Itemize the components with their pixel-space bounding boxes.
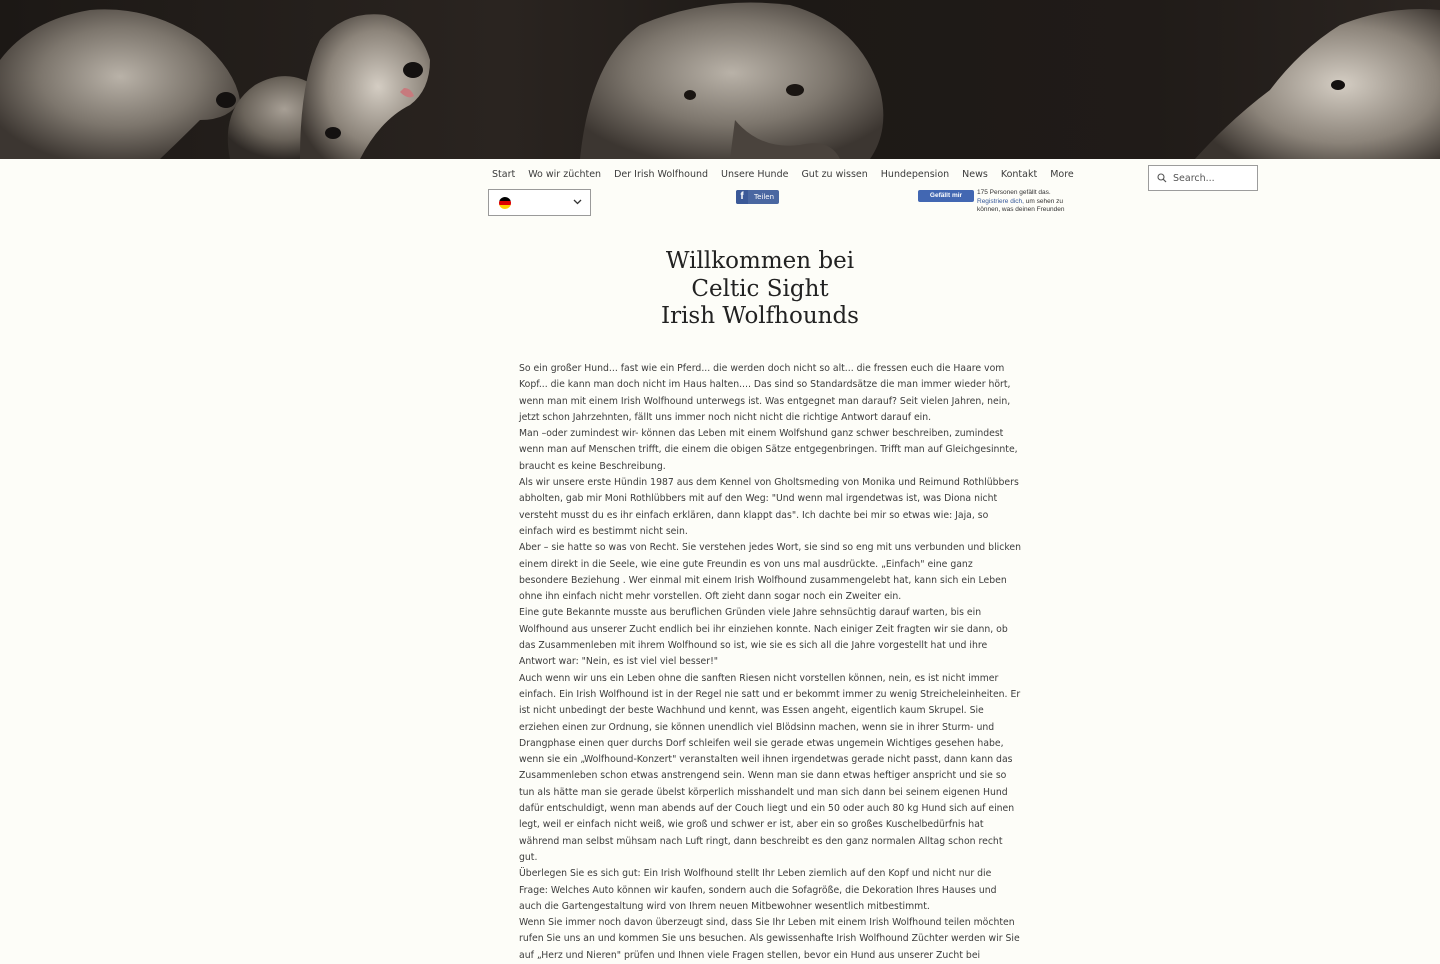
- share-label: Teilen: [754, 193, 775, 201]
- nav-item-start[interactable]: Start: [492, 169, 516, 180]
- paragraph: Als wir unsere erste Hündin 1987 aus dem Kennel von Gholtsmeding von Monika und Reimund Rothlübbers abholten, gab mir Moni Rothlübbers mit auf den Weg: "Und wenn mal irgendetwas ist, was Diona nicht versteht musst du es ihr einfach erklären, dann klappt das". Ich dachte bei mir so etwas wie: Jaja, so einfach wird es bestimmt nicht sein.: [519, 477, 1019, 537]
- title-line-2: Celtic Sight: [691, 275, 829, 302]
- paragraph: Eine gute Bekannte musste aus beruflichen Gründen viele Jahre sehnsüchtig darauf warten, bis ein Wolfhound aus unserer Zucht endlich bei ihr einziehen konnte. Nach einiger Zeit fragten wir sie dann, ob das Zusammenleben mit ihrem Wolfhound so ist, wie sie es sich all die Jahre vorgestellt hat und ihre Antwort war: "Nein, es ist viel viel besser!": [519, 607, 1008, 668]
- nav-item-news[interactable]: News: [962, 169, 988, 180]
- germany-flag-icon: [499, 197, 511, 209]
- title-line-1: Willkommen bei: [665, 248, 855, 274]
- paragraph: Überlegen Sie es sich gut: Ein Irish Wolfhound stellt Ihr Leben ziemlich auf den Kopf und nicht nur die Frage: Welches Auto können wir kaufen, sondern auch die Sofagröße, die Dekoration Ihres Hauses und auch die Gartengestaltung wird von Ihrem neuen Mitbewohner wesentlich mitbestimmt.: [519, 868, 997, 912]
- search-icon: [1157, 173, 1167, 183]
- facebook-like-button[interactable]: [918, 190, 974, 202]
- like-label: Gefällt mir: [929, 192, 963, 199]
- nav-item-gut-zu-wissen[interactable]: Gut zu wissen: [801, 169, 868, 180]
- paragraph: Wenn Sie immer noch davon überzeugt sind, dass Sie Ihr Leben mit einem Irish Wolfhound teilen möchten rufen Sie uns an und kommen Sie uns besuchen. Als gewissenhafte Irish Wolfhound Züchter werden wir Sie auf „Herz und Nieren" prüfen und Ihnen viele Fragen stellen, bevor ein Hund aus unserer Zucht bei: [519, 917, 1020, 961]
- paragraph: Man –oder zumindest wir- können das Leben mit einem Wolfshund ganz schwer beschreiben, zumindest wenn man auf Menschen trifft, die einem die obigen Sätze entgegenbringen. Trifft man auf Gleichgesinnte, braucht es keine Beschreibung.: [519, 428, 1018, 472]
- chevron-down-icon: [573, 199, 582, 205]
- nav-item-hundepension[interactable]: Hundepension: [880, 169, 950, 180]
- paragraph: So ein großer Hund... fast wie ein Pferd... die werden doch nicht so alt... die fressen euch die Haare vom Kopf... die kann man doch nicht im Haus halten.... Das sind so Standardsätze die man immer wieder hört, wenn man mit einem Irish Wolfhound unterwegs ist. Was entgegnet man darauf? Seit vielen Jahren, nein, jetzt schon Jahrzehnten, fällt uns immer noch nicht nicht die richtige Antwort darauf ein.: [519, 363, 1011, 423]
- search-box[interactable]: [1148, 165, 1258, 191]
- register-link[interactable]: Registriere dich,: [977, 197, 1024, 205]
- language-selector[interactable]: [488, 189, 591, 216]
- search-input[interactable]: [1173, 173, 1253, 184]
- header-banner: [0, 0, 1440, 159]
- wolfhound-banner-image: [0, 0, 1440, 159]
- facebook-icon: f: [736, 190, 748, 204]
- paragraph: Aber – sie hatte so was von Recht. Sie verstehen jedes Wort, sie sind so eng mit uns verbunden und blicken einem direkt in die Seele, wie eine gute Freundin es von uns mal ausdrückte. „Einfach" eine ganz besondere Beziehung . Wer einmal mit einem Irish Wolfhound zusammengelebt hat, kann sich ein Leben ohne ihn einfach nicht mehr vorstellen. Oft zieht dann sogar noch ein Zweiter ein.: [519, 542, 1022, 603]
- page-title: [560, 248, 960, 331]
- paragraph: Auch wenn wir uns ein Leben ohne die sanften Riesen nicht vorstellen können, nein, es ist nicht immer einfach. Ein Irish Wolfhound ist in der Regel nie satt und er bekommt immer zu wenig Streicheleinheiten. Er ist nicht unbedingt der beste Wachhund und kennt, was Essen angeht, eigentlich kaum Skrupel. Sie erziehen einen zur Ordnung, sie können unendlich viel Blödsinn machen, wenn sie in ihrer Sturm- und Drangphase einen quer durchs Dorf schleifen weil sie gerade etwas ungemein Wichtiges gesehen habe, wenn sie ein „Wolfhound-Konzert" veranstalten weil ihnen irgendetwas gerade nicht passt, dann kann das Zusammenleben schon etwas anstrengend sein. Wenn man sie dann etwas heftiger anspricht und sie so tun als hätte man sie gerade übelst körperlich misshandelt und man sich dann bei seinem eigenen Hund dafür entschuldigt, wenn man abends auf der Couch liegt und ein 50 oder auch 80 kg Hund sich auf einen legt, weil er einfach nicht weiß, wie groß und schwer er ist, aber ein so großes Kuschelbedürfnis hat während man selbst mühsam nach Luft ringt, dann beschreibt es den ganz normalen Alltag schon recht gut.: [519, 672, 1021, 863]
- nav-item-kontakt[interactable]: Kontakt: [1000, 169, 1038, 180]
- facebook-share-button[interactable]: [736, 190, 779, 204]
- title-line-3: Irish Wolfhounds: [661, 303, 859, 329]
- like-rest-text: um sehen zu können, was deinen Freunden: [977, 197, 1065, 213]
- like-count-text: 175 Personen gefällt das.: [977, 189, 1051, 196]
- intro-text: [519, 361, 1021, 964]
- nav-item-more[interactable]: More: [1050, 169, 1074, 180]
- nav-item-der-irish-wolfhound[interactable]: Der Irish Wolfhound: [614, 169, 709, 180]
- nav-item-unsere-hunde[interactable]: Unsere Hunde: [721, 169, 789, 180]
- main-navigation: [492, 169, 1087, 183]
- nav-item-wo-wir-zuechten[interactable]: Wo wir züchten: [528, 169, 602, 180]
- like-count-info: [977, 189, 1077, 215]
